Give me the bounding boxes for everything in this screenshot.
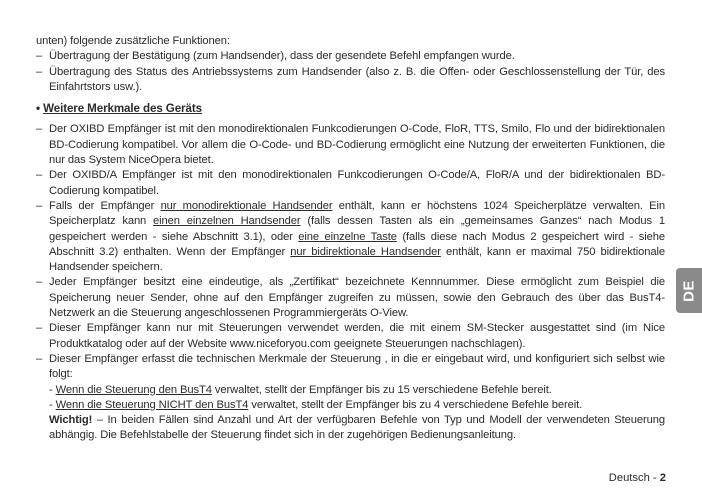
memory-emphasis: eine einzelne Taste: [298, 230, 397, 243]
memory-emphasis: nur bidirektionale Handsender: [290, 245, 441, 258]
list-item: [36, 122, 665, 168]
section-heading: [36, 101, 665, 116]
list-item: [36, 321, 665, 352]
sub-item-emphasis: Wenn die Steuerung NICHT den BusT4: [55, 398, 249, 411]
list-item: [36, 65, 665, 96]
section-title: Weitere Merkmale des Geräts: [43, 102, 202, 116]
sub-item: [49, 383, 665, 398]
sub-item-emphasis: Wenn die Steuerung den BusT4: [55, 383, 212, 396]
document-body: [36, 34, 665, 444]
footer-language: Deutsch -: [608, 472, 660, 484]
important-note: [49, 413, 665, 444]
intro-item-text: Übertragung der Bestätigung (zum Handsender), dass der gesendete Befehl empfangen wurde.: [49, 50, 515, 63]
list-dash: –: [36, 169, 43, 182]
important-text: – In beiden Fällen sind Anzahl und Art der verfügbaren Befehle von Typ und Modell der verwendeten Steuerung abhängig. Die Befehlstabelle der Steuerung findet sich in der zugehörigen Bedienungsanleitung.: [49, 414, 665, 442]
bullet-icon: •: [36, 102, 40, 116]
memory-text: enthält, kann er maximal 750 bidirektionale Handsender speichern.: [49, 245, 665, 274]
important-label: Wichtig!: [49, 414, 93, 427]
sub-item-prefix: -: [49, 398, 56, 411]
intro-item-text: Übertragung des Status des Antriebssystems zum Handsender (also z. B. die Offen- oder Geschlossenstellung der Tür, des Einfahrtstors usw.).: [49, 65, 665, 93]
list-item: [36, 275, 665, 321]
intro-line: unten) folgende zusätzliche Funktionen:: [36, 35, 230, 47]
item-oxibd: Der OXIBD Empfänger ist mit den monodirektionalen Funkcodierungen O-Code, FloR, TTS, Smilo, Flo und der bidirektionalen BD-Codierung kompatibel. Vor allem die O-Code- und BD-Codierung ermöglicht eine Nutzung der erweiterten Funktionen, die nur das System NiceOpera bietet.: [49, 123, 665, 167]
item-certificate: Jeder Empfänger besitzt eine eindeutige, als „Zertifikat“ bezeichnete Kennnummer. Diese ermöglicht zum Beispiel die Speicherung neuer Sender, ohne auf den Empfänger zugreifen zu müssen, sowie den Gebrauch des über das BusT4-Netzwerk an die Steuerung angeschlossenen Programmiergeräts O-View.: [49, 276, 665, 320]
list-dash: –: [36, 199, 43, 212]
list-item: [36, 199, 665, 275]
list-dash: –: [36, 123, 43, 136]
language-tab-label: DE: [680, 279, 698, 302]
memory-emphasis: einen einzelnen Handsender: [153, 215, 301, 228]
memory-text: (falls diese nach Modus 2 gespeichert wird - siehe Abschnitt 3.2) enthalten. Wenn der Empfänger: [49, 230, 666, 258]
sub-item-text: verwaltet, stellt der Empfänger bis zu 15 verschiedene Befehle bereit.: [211, 383, 552, 396]
list-dash: –: [36, 50, 43, 63]
memory-emphasis: nur monodirektionale Handsender: [160, 199, 333, 212]
item-oxibda: Der OXIBD/A Empfänger ist mit den monodirektionalen Funkcodierungen O-Code/A, FloR/A und der bidirektionalen BD-Codierung kompatibel.: [49, 169, 665, 197]
memory-text: Falls der Empfänger: [49, 199, 161, 212]
sub-item-text: verwaltet, stellt der Empfänger bis zu 4 verschiedene Befehle bereit.: [248, 398, 583, 411]
sub-item-prefix: -: [49, 383, 56, 396]
list-item: [36, 352, 665, 444]
list-dash: –: [36, 352, 43, 365]
list-item: [36, 49, 665, 64]
features-lead: Dieser Empfänger erfasst die technischen Merkmale der Steuerung , in die er eingebaut wird, und konfiguriert sich selbst wie folgt:: [49, 352, 665, 381]
sub-item: [49, 398, 665, 413]
language-side-tab: [676, 268, 702, 313]
list-dash: –: [36, 322, 43, 335]
item-sm-connector: Dieser Empfänger kann nur mit Steuerungen verwendet werden, die mit einem SM-Stecker ausgestattet sind (im Nice Produktkatalog oder auf der Website www.niceforyou.com geeignete Steuerungen nachschlagen).: [49, 322, 665, 350]
memory-text: enthält, kann er höchstens 1024 Speicherplätze verwalten. Ein Speicherplatz kann: [49, 199, 666, 228]
memory-text: (falls dessen Tasten als ein „gemeinsames Ganzes“ nach Modus 1 gespeichert werden - siehe Abschnitt 3.1), oder: [49, 215, 665, 243]
list-dash: –: [36, 276, 43, 289]
list-item: [36, 168, 665, 199]
page-footer: [609, 472, 666, 484]
page-number: 2: [659, 472, 666, 484]
list-dash: –: [36, 65, 43, 78]
